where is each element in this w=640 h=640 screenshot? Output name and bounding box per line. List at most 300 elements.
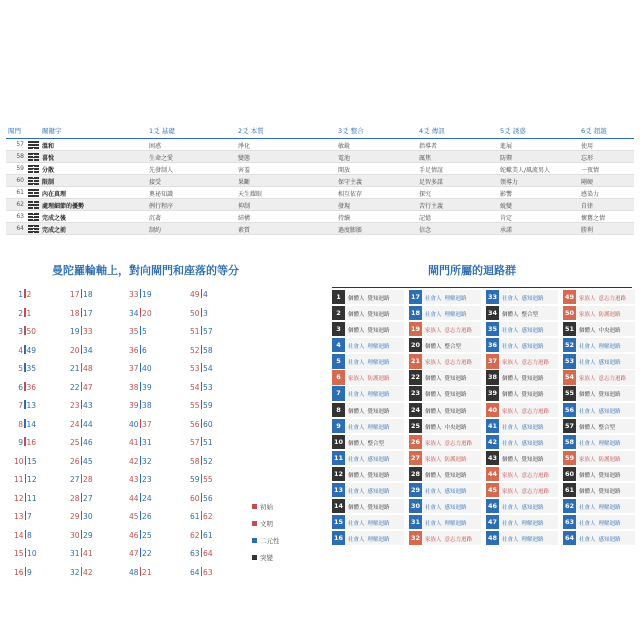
circuit-group: 社會人 [425, 312, 442, 319]
gate-keyword: 限制 [42, 179, 55, 186]
circuit-name: 覺知迴路 [598, 488, 621, 495]
circuit-cell [563, 386, 635, 400]
line-keyword: 自律 [581, 203, 594, 210]
circuit-column [486, 290, 558, 547]
opposite-gate-number: 45 [83, 456, 93, 466]
pair-divider [201, 289, 203, 298]
gate-number: 62 [563, 499, 576, 513]
line-keyword: 進展 [500, 143, 513, 150]
line-keyword: 指導者 [419, 143, 438, 150]
opposite-gate-number: 31 [142, 438, 152, 447]
circuit-name: 理解迴路 [521, 537, 544, 544]
pair-divider [201, 419, 203, 428]
hexagram-icon [28, 188, 39, 197]
circuit-name: 理解迴路 [367, 360, 390, 367]
circuit-name: 意志力迴路 [521, 408, 550, 415]
circuit-name: 防護迴路 [598, 456, 621, 463]
pair-divider [25, 474, 27, 483]
opposite-gate-number: 43 [83, 401, 93, 410]
line-keyword: 抑制 [238, 203, 251, 210]
opposite-gate-number: 25 [142, 530, 152, 540]
legend-swatch [252, 538, 257, 543]
gate-number: 2 [18, 308, 23, 318]
circuit-cell [409, 419, 481, 433]
gate-number: 58 [190, 456, 200, 466]
circuit-name: 感知迴路 [521, 296, 544, 302]
circuit-group: 社會人 [425, 505, 442, 512]
circuit-group: 個體人 [579, 472, 596, 479]
circuit-cell [563, 435, 635, 449]
circuit-cell [486, 354, 558, 368]
circuit-cell [563, 322, 635, 336]
gate-number: 8 [332, 403, 345, 417]
gate-pair [14, 437, 58, 456]
pair-divider [24, 345, 26, 354]
gate-number: 28 [409, 467, 422, 481]
circuit-cell [486, 435, 558, 449]
circuit-cell [332, 515, 404, 529]
gate-pair [129, 308, 173, 327]
gate-pair [129, 345, 173, 364]
gate-number: 53 [190, 364, 200, 373]
opposite-gate-number: 8 [27, 530, 32, 540]
line-keyword: 足智多謀 [419, 179, 444, 186]
circuit-group: 社會人 [502, 505, 519, 512]
gate-number: 51 [563, 322, 576, 336]
gate-number: 19 [70, 327, 80, 336]
pair-divider [201, 437, 203, 446]
opposite-gate-number: 6 [142, 345, 147, 355]
circuit-cell [332, 483, 404, 497]
opposite-gate-number: 55 [203, 475, 213, 484]
gate-number: 13 [14, 512, 24, 521]
pair-divider [81, 530, 83, 539]
gate-pair [70, 382, 114, 401]
circuit-cell [563, 483, 635, 497]
opposite-gate-number: 15 [27, 456, 37, 466]
gate-pair [190, 419, 234, 438]
circuit-name: 理解迴路 [598, 521, 621, 528]
opposite-gate-number: 64 [203, 549, 213, 558]
circuit-name: 理解迴路 [444, 521, 467, 528]
pair-divider [201, 363, 203, 372]
opposite-gate-number: 48 [83, 364, 93, 373]
gate-number: 19 [409, 322, 422, 336]
circuit-name: 理解迴路 [367, 344, 390, 351]
circuit-group: 家族人 [502, 360, 519, 367]
gate-number: 50 [190, 308, 200, 318]
line-keyword: 制約 [149, 227, 162, 234]
circuit-cell [563, 354, 635, 368]
circuit-name: 感知迴路 [598, 537, 621, 544]
line-keyword: 持續 [338, 215, 351, 222]
pair-divider [140, 308, 142, 317]
gate-number: 26 [409, 435, 422, 449]
circuit-group: 個體人 [425, 392, 442, 399]
opposite-gate-number: 60 [203, 419, 213, 429]
opposite-gate-number: 20 [142, 308, 152, 318]
pair-divider [81, 326, 83, 335]
circuit-name: 意志力迴路 [521, 488, 550, 495]
gate-number: 43 [486, 451, 499, 465]
gate-number: 56 [190, 419, 200, 429]
pair-divider [25, 493, 27, 502]
gate-pair [14, 419, 58, 438]
gate-pair [129, 567, 173, 586]
gate-number: 51 [190, 327, 200, 336]
opposite-gate-number: 35 [26, 364, 37, 373]
gate-number: 47 [129, 549, 139, 558]
gate-pair [129, 382, 173, 401]
pair-divider [24, 289, 26, 298]
gate-pair [190, 493, 234, 512]
gate-number: 40 [129, 419, 139, 429]
gate-pair [70, 437, 114, 456]
circuit-name: 感知迴路 [598, 360, 621, 367]
gate-number: 63 [16, 213, 24, 220]
circuit-group: 個體人 [502, 376, 519, 383]
circuit-group: 家族人 [579, 312, 596, 319]
gate-number: 36 [486, 338, 499, 352]
pair-divider [25, 567, 27, 576]
opposite-gate-number: 39 [142, 382, 152, 392]
gate-pair [190, 548, 234, 567]
gate-number: 7 [18, 401, 23, 410]
circuit-cell [563, 370, 635, 384]
circuit-name: 覺知迴路 [521, 392, 544, 399]
opposite-gate-number: 23 [142, 475, 152, 484]
circuit-group: 社會人 [502, 344, 519, 351]
circuit-name: 理解迴路 [598, 344, 621, 351]
pair-divider [24, 419, 26, 428]
pair-divider [81, 345, 83, 354]
gate-pair [129, 419, 173, 438]
gate-number: 58 [16, 153, 24, 160]
circuit-name: 整合型 [598, 424, 616, 431]
gate-keyword: 處理細節的優勢 [42, 203, 85, 210]
gate-number: 5 [18, 364, 23, 373]
gate-keyword-table [6, 124, 634, 235]
gate-number: 59 [190, 475, 200, 484]
opposite-gate-number: 1 [26, 308, 32, 318]
opposite-gate-number: 49 [26, 345, 37, 355]
circuit-cell [332, 354, 404, 368]
hexagram-icon [28, 140, 39, 149]
opposite-gate-number: 26 [142, 512, 152, 521]
gate-number: 60 [16, 177, 24, 184]
circuit-cell [409, 338, 481, 352]
pair-divider [140, 437, 142, 446]
gate-number: 37 [129, 364, 139, 373]
gate-pair [70, 363, 114, 382]
circuit-group: 家族人 [425, 537, 442, 544]
pair-divider [24, 437, 26, 446]
circuit-cell [409, 435, 481, 449]
table-body [6, 139, 634, 235]
circuit-name: 理解迴路 [521, 521, 544, 528]
pair-divider [81, 456, 83, 465]
gate-number: 27 [70, 475, 80, 484]
table-row [6, 187, 634, 199]
gate-number: 9 [18, 438, 23, 447]
circuit-name: 意志力迴路 [444, 328, 473, 335]
gate-pair [14, 345, 58, 364]
gate-pair [70, 511, 114, 530]
pair-divider [140, 419, 142, 428]
circuit-group: 個體人 [348, 408, 365, 415]
pair-divider [24, 326, 26, 335]
pair-divider [201, 345, 203, 354]
pair-divider [201, 474, 203, 483]
gate-number: 64 [563, 531, 576, 545]
gate-number: 34 [129, 308, 139, 318]
gate-keyword: 內在真理 [42, 191, 67, 198]
gate-pair [70, 345, 114, 364]
circuit-name: 覺知迴路 [444, 376, 467, 383]
gate-number: 55 [190, 401, 200, 410]
pair-divider [140, 511, 142, 520]
circuit-name: 感知迴路 [521, 328, 544, 335]
circuit-name: 覺知迴路 [598, 392, 621, 399]
circuit-group: 家族人 [579, 376, 596, 383]
circuit-name: 中央迴路 [444, 424, 467, 431]
opposite-gate-number: 24 [142, 493, 152, 503]
gate-number: 17 [70, 290, 80, 299]
pair-divider [140, 567, 142, 576]
legend-swatch [252, 504, 257, 509]
gate-pair [190, 345, 234, 364]
opposite-gate-number: 51 [203, 438, 213, 447]
table-row [6, 175, 634, 187]
pair-divider [81, 419, 83, 428]
gate-number: 33 [486, 290, 499, 304]
gate-number: 26 [70, 456, 80, 466]
circuit-group: 個體人 [502, 392, 519, 399]
circuit-column [332, 290, 404, 547]
gate-number: 43 [129, 475, 139, 484]
circuit-cell [486, 467, 558, 481]
gate-number: 31 [409, 515, 422, 529]
line-keyword: 信念 [419, 227, 432, 234]
circuit-group: 社會人 [348, 521, 365, 528]
gate-number: 23 [409, 386, 422, 400]
gate-number: 15 [14, 549, 24, 558]
pair-divider [81, 308, 83, 317]
legend-item [252, 519, 273, 528]
hexagram-icon [28, 152, 39, 161]
circuit-group: 社會人 [502, 296, 519, 302]
opposite-gate-number: 12 [27, 475, 37, 484]
circuit-group: 社會人 [579, 440, 596, 447]
opposite-gate-number: 18 [83, 290, 93, 299]
gate-number: 46 [486, 499, 499, 513]
gate-number: 57 [16, 141, 24, 148]
line-keyword: 手足情誼 [419, 167, 444, 174]
circuit-group: 社會人 [502, 537, 519, 544]
pair-divider [140, 363, 142, 372]
table-row [6, 223, 634, 235]
gate-pair [14, 456, 58, 475]
line-keyword: 防禦 [500, 155, 513, 162]
circuit-group: 社會人 [502, 328, 519, 335]
circuit-cell [409, 306, 481, 320]
opposite-gate-number: 14 [26, 419, 37, 429]
opposite-gate-number: 38 [142, 401, 152, 410]
gate-keyword: 完成之後 [42, 215, 67, 222]
opposite-gate-number: 3 [203, 308, 208, 318]
circuit-group: 個體人 [425, 424, 442, 431]
circuit-group: 社會人 [348, 360, 365, 367]
opposite-gate-number: 10 [27, 549, 37, 558]
gate-pair [70, 474, 114, 493]
circuit-group: 家族人 [502, 472, 519, 479]
gate-number: 21 [70, 364, 80, 373]
gate-number: 30 [409, 499, 422, 513]
pair-divider [25, 548, 27, 557]
pair-divider [81, 289, 83, 298]
gate-number: 1 [332, 290, 345, 304]
gate-number: 20 [70, 345, 80, 355]
table-header-row [6, 124, 634, 139]
table-row [6, 211, 634, 223]
circuit-cell [332, 451, 404, 465]
circuit-group: 社會人 [348, 344, 365, 351]
pair-divider [81, 400, 83, 409]
opposite-gate-number: 53 [203, 382, 213, 392]
pair-divider [140, 400, 142, 409]
circuit-cell [332, 467, 404, 481]
gate-number: 50 [563, 306, 576, 320]
gate-pair [14, 363, 58, 382]
opposite-gate-number: 29 [83, 530, 93, 540]
gate-number: 61 [190, 512, 200, 521]
circuit-cell [563, 451, 635, 465]
circuit-cell [486, 338, 558, 352]
circuit-group: 社會人 [348, 424, 365, 431]
gate-pair [129, 400, 173, 419]
pair-divider [201, 567, 203, 576]
opposite-gate-number: 17 [83, 308, 93, 318]
pair-divider [81, 363, 83, 372]
line-keyword: 領導力 [500, 179, 519, 186]
pair-divider [140, 456, 142, 465]
gate-pair [190, 326, 234, 345]
circuit-name: 覺知迴路 [598, 472, 621, 479]
gate-number: 14 [14, 530, 24, 540]
gate-pair [190, 308, 234, 327]
pair-divider [201, 493, 203, 502]
gate-number: 22 [70, 382, 80, 392]
circuit-group: 個體人 [348, 440, 365, 447]
gate-pair [190, 437, 234, 456]
pair-divider [140, 382, 142, 391]
opposite-gate-number: 28 [83, 475, 93, 484]
line-keyword: 電池 [338, 155, 351, 162]
legend-swatch [252, 521, 257, 526]
circuit-group: 個體人 [579, 392, 596, 399]
circuit-name: 感知迴路 [521, 505, 544, 512]
line-keyword: 發現 [338, 203, 351, 210]
gate-number: 42 [486, 435, 499, 449]
circuit-cell [486, 322, 558, 336]
gate-number: 45 [129, 512, 139, 521]
gate-number: 37 [486, 354, 499, 368]
pair-divider [140, 345, 142, 354]
circuit-group: 個體人 [502, 312, 519, 319]
gate-pair [129, 548, 173, 567]
opposite-gate-number: 41 [83, 549, 93, 558]
opposite-gate-number: 16 [26, 438, 37, 447]
table-row [6, 199, 634, 211]
gate-number: 60 [190, 493, 200, 503]
circuit-cell [563, 419, 635, 433]
gate-number: 4 [18, 345, 23, 355]
gate-number: 59 [16, 165, 24, 172]
gate-number: 52 [190, 345, 200, 355]
circuit-cell [332, 338, 404, 352]
circuit-group: 家族人 [425, 360, 442, 367]
circuit-cell [332, 435, 404, 449]
opposite-gate-number: 44 [83, 419, 93, 429]
line-keyword: 生命之愛 [149, 155, 174, 162]
table-row [6, 151, 634, 163]
gate-number: 3 [332, 322, 345, 336]
gate-number: 55 [563, 386, 576, 400]
gate-number: 54 [190, 382, 200, 392]
gate-number: 32 [409, 531, 422, 545]
line-keyword: 記憶 [419, 215, 432, 222]
gate-number: 8 [18, 419, 23, 429]
header-line-2: 2爻 本質 [238, 127, 264, 135]
line-keyword: 懷舊之情 [581, 215, 606, 222]
pair-column [14, 289, 58, 585]
opposite-gate-number: 54 [203, 364, 213, 373]
circuit-cell [563, 403, 635, 417]
gate-pair [70, 419, 114, 438]
circuit-name: 感知迴路 [521, 344, 544, 351]
line-keyword: 探究 [419, 191, 432, 198]
gate-pair [70, 530, 114, 549]
line-keyword: 保守主義 [338, 179, 363, 186]
gate-pair [14, 548, 58, 567]
gate-number: 6 [18, 382, 23, 392]
circuit-name: 理解迴路 [367, 521, 390, 528]
gate-pair [190, 382, 234, 401]
circuit-cell [486, 403, 558, 417]
circuit-name: 理解迴路 [367, 392, 390, 399]
legend-label: 二元性 [260, 537, 280, 545]
gate-number: 20 [409, 338, 422, 352]
circuit-cell [332, 531, 404, 545]
circuit-name: 感知迴路 [367, 488, 390, 495]
gate-pair [14, 493, 58, 512]
opposite-gate-number: 59 [203, 401, 213, 410]
circuit-group: 社會人 [579, 505, 596, 512]
gate-pair [70, 567, 114, 586]
circuit-name: 覺知迴路 [521, 456, 544, 463]
circuit-cell [486, 290, 558, 304]
pair-divider [140, 493, 142, 502]
circuit-group: 家族人 [348, 376, 365, 383]
right-section-title: 閘門所屬的迴路群 [428, 264, 516, 277]
gate-number: 9 [332, 419, 345, 433]
gate-pair [14, 511, 58, 530]
gate-pair [70, 308, 114, 327]
pair-divider [140, 530, 142, 539]
pair-divider [81, 474, 83, 483]
gate-pair [70, 400, 114, 419]
circuit-name: 意志力迴路 [598, 296, 627, 302]
